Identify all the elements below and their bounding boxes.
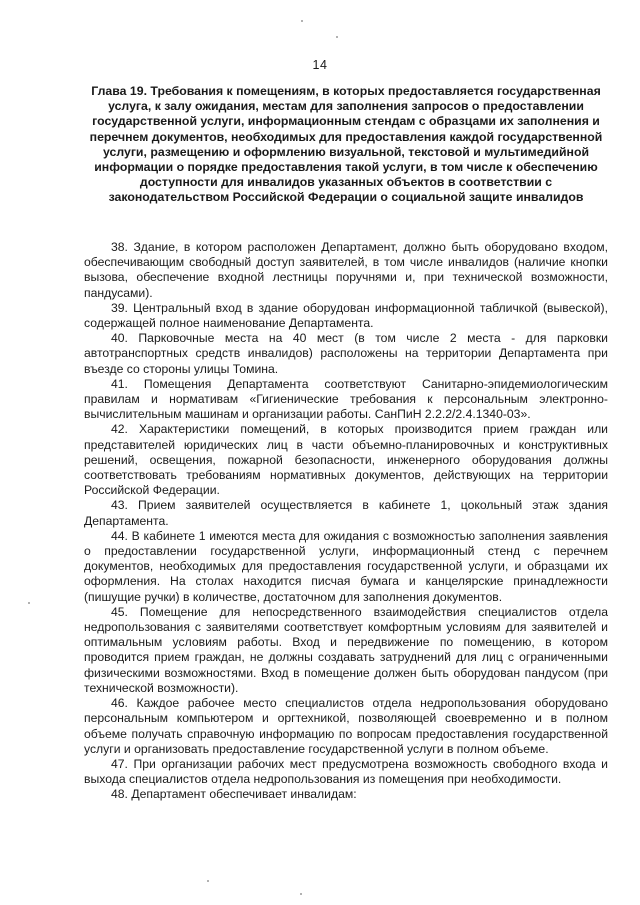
paragraph-41: 41. Помещения Департамента соответствуют Санитарно-эпидемиологическим правилам и нормативам «Гигиенические требования к персональным электронно-вычислительным машинам и организации работы. СанПиН 2.2.2/2.4.1340-03». [84, 376, 608, 422]
paragraph-42: 42. Характеристики помещений, в которых производится прием граждан или представителей юридических лиц в части объемно-планировочных и конструктивных решений, освещения, пожарной безопасности, инженерного оборудования должны соответствовать требованиям нормативных документов, действующих на территории Российской Федерации. [84, 422, 608, 498]
paragraph-40: 40. Парковочные места на 40 мест (в том числе 2 места - для парковки автотранспортных средств инвалидов) расположены на территории Департамента при въезде со стороны улицы Томина. [84, 331, 608, 376]
paragraph-44: 44. В кабинете 1 имеются места для ожидания с возможностью заполнения заявления о предоставлении государственной услуги, информационный стенд с перечнем документов, необходимых для предоставления государственной услуги, и образцами их оформления. На столах находится писчая бумага и канцелярские принадлежности (пишущие ручки) в количестве, достаточном для заполнения документов. [84, 528, 608, 604]
page-number: 14 [312, 58, 328, 72]
paragraph-43: 43. Прием заявителей осуществляется в кабинете 1, цокольный этаж здания Департамента. [84, 498, 608, 528]
paragraph-48: 48. Департамент обеспечивает инвалидам: [111, 787, 357, 802]
paragraph-38: 38. Здание, в котором расположен Департамент, должно быть оборудовано входом, обеспечивающим свободный доступ заявителей, в том числе инвалидов (наличие кнопки вызова, обеспечение входной лестницы поручнями и, при технической возможности, пандусами). [84, 240, 608, 300]
scan-speck [207, 880, 209, 882]
scan-speck [336, 36, 338, 38]
paragraph-46: 46. Каждое рабочее место специалистов отдела недропользования оборудовано персональным компьютером и оргтехникой, позволяющей своевременно и в полном объеме получать справочную информацию по вопросам предоставления государственной услуги и организовать предоставление государственной услуги в полном объеме. [84, 696, 608, 756]
scan-speck [300, 893, 302, 895]
document-body [84, 240, 608, 803]
scan-speck [28, 602, 30, 604]
chapter-heading: Глава 19. Требования к помещениям, в которых предоставляется государственная услуга, к залу ожидания, местам для заполнения запросов о предоставлении государственной услуги, информационным стендам с образцами их заполнения и перечнем документов, необходимых для предоставления каждой государственной услуги, размещению и оформлению визуальной, текстовой и мультимедийной информации о порядке предоставления такой услуги, в том числе к обеспечению доступности для инвалидов указанных объектов в соответствии с законодательством Российской Федерации о социальной защите инвалидов [89, 84, 603, 205]
paragraph-39: 39. Центральный вход в здание оборудован информационной табличкой (вывеской), содержащей полное наименование Департамента. [84, 300, 608, 331]
scan-speck [301, 20, 303, 22]
paragraph-45: 45. Помещение для непосредственного взаимодействия специалистов отдела недропользования с заявителями соответствует комфортным условиям для заявителей и оптимальным условиям работы. Вход и передвижение по помещению, в котором проводится прием граждан, не должны создавать затруднений для лиц с ограниченными физическими возможностями. Вход в помещение должен быть оборудован пандусом (при технической возможности). [84, 604, 608, 695]
paragraph-47: 47. При организации рабочих мест предусмотрена возможность свободного входа и выхода специалистов отдела недропользования из помещения при необходимости. [84, 756, 608, 787]
